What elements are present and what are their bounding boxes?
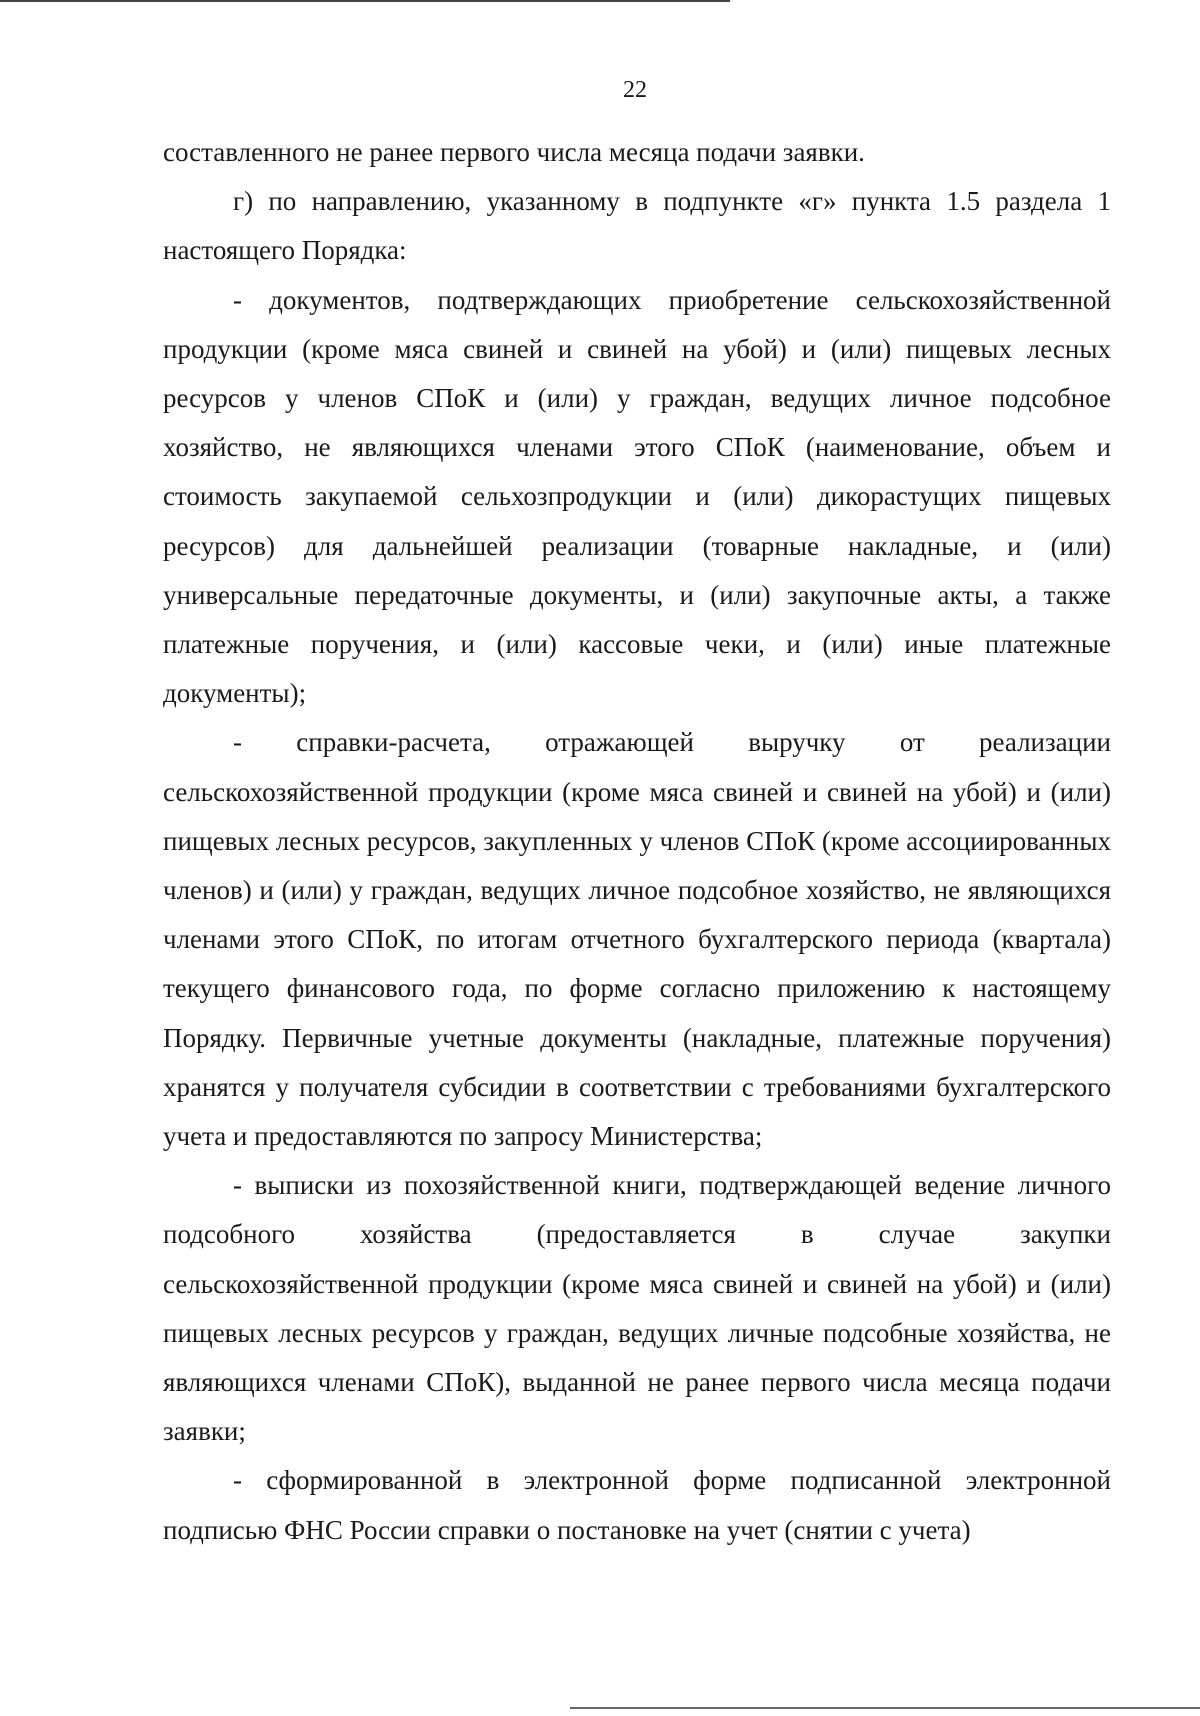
paragraph-household-book-extract [163, 1161, 1111, 1456]
paragraph-first-line: - справки-расчета, отражающей выручку от реализации [233, 727, 1111, 758]
paragraph-purchase-documents: - документов, подтверждающих приобретение сельскохозяйственной продукции (кроме мяса свиней и свиней на убой) и (или) пищевых лесных ресурсов у членов СПоК и (или) у граждан, ведущих личное подсобное хозяйство, не являющихся членами этого СПоК (наименование, объем и стоимость закупаемой сельхозпродукции и (или) дикорастущих пищевых ресурсов) для дальнейшей реализации (товарные накладные, и (или) универсальные передаточные документы, и (или) закупочные акты, а также платежные поручения, и (или) кассовые чеки, и (или) иные платежные документы); [163, 284, 1111, 709]
paragraph-body: сельскохозяйственной продукции (кроме мяса свиней и свиней на убой) и (или) пищевых лесных ресурсов у граждан, ведущих личные подсобные хозяйства, не являющихся членами СПоК), выданной не ранее первого числа месяца подачи заявки; [163, 1268, 1111, 1447]
paragraph-fns-certificate: - сформированной в электронной форме подписанной электронной подписью ФНС России справки о постановке на учет (снятии с учета) [163, 1465, 1111, 1545]
paragraph-continuation: составленного не ранее первого числа месяца подачи заявки. [163, 137, 865, 167]
paragraph-item-g: г) по направлению, указанному в подпункте «г» пункта 1.5 раздела 1 настоящего Порядка: [163, 186, 1111, 266]
paragraph-first-line: - выписки из похозяйственной книги, подтверждающей ведение личного [233, 1170, 1111, 1201]
top-scan-rule [0, 0, 730, 2]
document-body [163, 128, 1111, 1555]
paragraph-second-line: подсобного хозяйства (предоставляется в случае закупки [163, 1219, 1111, 1250]
page-number: 22 [623, 77, 647, 103]
bottom-scan-rule [570, 1707, 1200, 1709]
paragraph-revenue-certificate [163, 718, 1111, 1161]
paragraph-body: сельскохозяйственной продукции (кроме мяса свиней и свиней на убой) и (или) пищевых лесных ресурсов, закупленных у членов СПоК (кроме ассоциированных членов) и (или) у граждан, ведущих личное подсобное хозяйство, не являющихся членами этого СПоК, по итогам отчетного бухгалтерского периода (квартала) текущего финансового года, по форме согласно приложению к настоящему Порядку. Первичные учетные документы (накладные, платежные поручения) хранятся у получателя субсидии в соответствии с требованиями бухгалтерского учета и предоставляются по запросу Министерства; [163, 776, 1111, 1152]
